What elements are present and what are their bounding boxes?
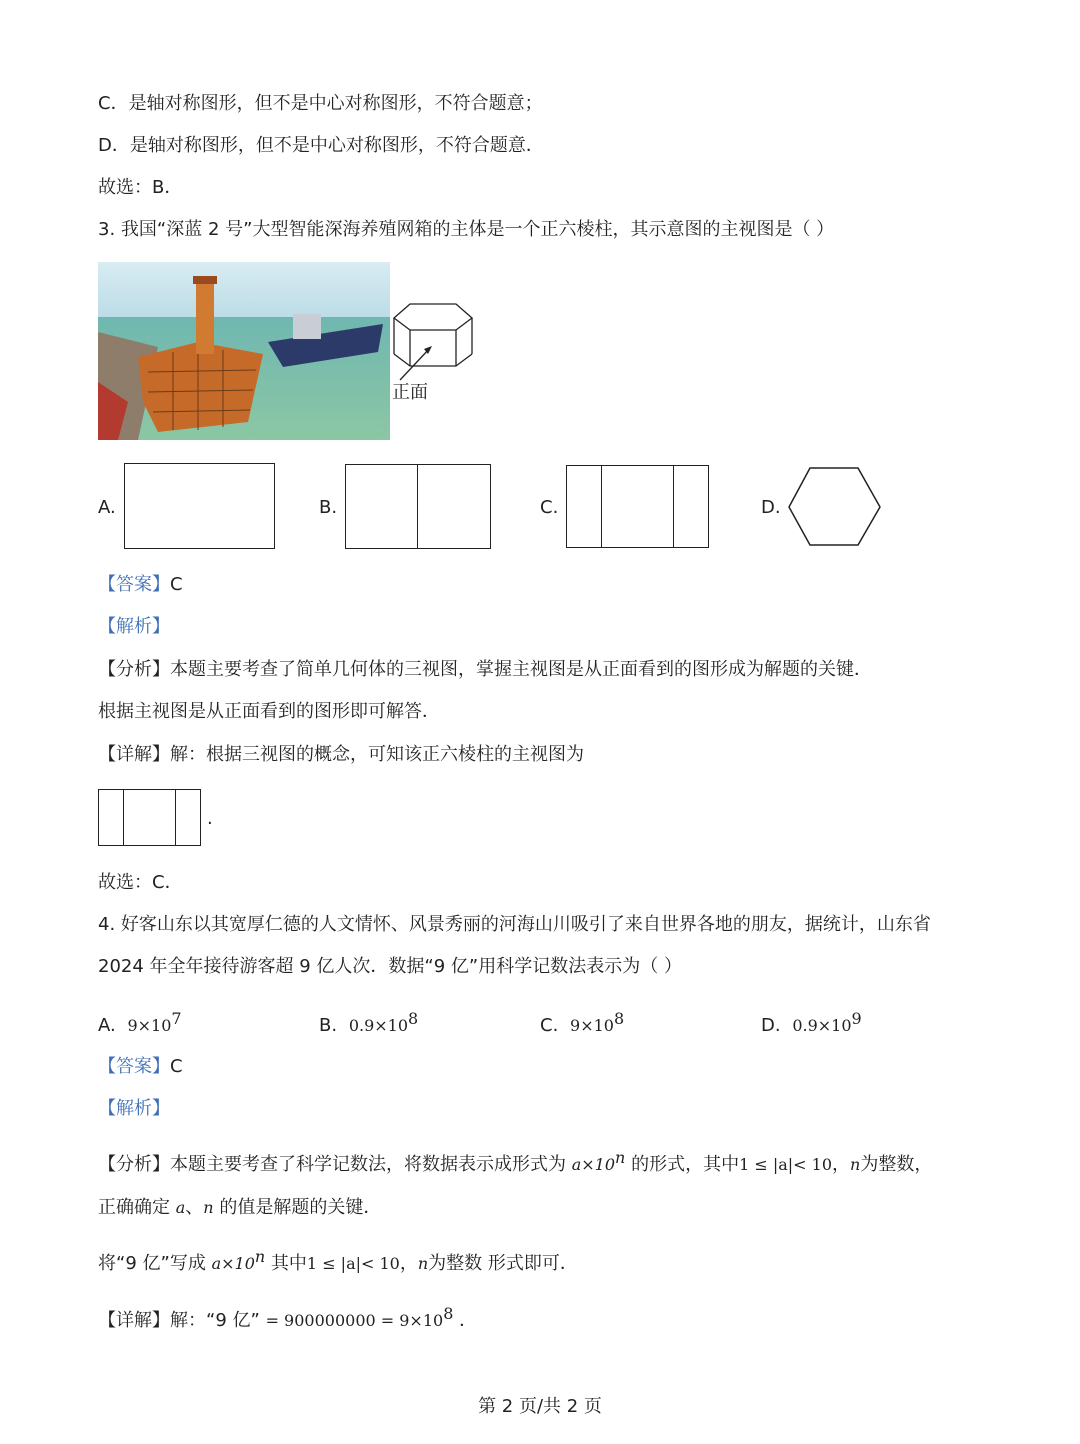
q4-fx2-math-n: n: [203, 1198, 214, 1217]
q3-option-c-figure: [566, 465, 709, 548]
q4-answer: C: [170, 1056, 183, 1077]
cage-photo: [98, 262, 390, 440]
q4-option-d-value: 0.9×10: [792, 1016, 852, 1035]
q4-write-math-exp: n: [254, 1247, 266, 1266]
page-footer: 第 2 页/共 2 页: [478, 1396, 602, 1417]
q3-answer-tag: 【答案】: [98, 574, 170, 595]
q4-write-text-b: 其中: [270, 1253, 307, 1274]
q4-detail-exp: 8: [443, 1304, 454, 1323]
q4-write-text-a: 将“9 亿”写成: [98, 1253, 206, 1274]
q4-fx-text-d: 为整数，: [860, 1154, 933, 1175]
q4-option-c-label: C.: [540, 1015, 559, 1036]
q4-detail-end: ．: [459, 1310, 478, 1331]
q4-option-c-exp: 8: [613, 1009, 625, 1028]
q4-fx2-text-c: 的值是解题的关键．: [219, 1197, 382, 1218]
q4-fx2-text-a: 正确确定: [98, 1197, 170, 1218]
q3-analysis: 【分析】本题主要考查了简单几何体的三视图，掌握主视图是从正面看到的图形成为解题的关键．: [98, 659, 872, 680]
q4-fx-math-range: 1 ≤ |a|< 10: [739, 1155, 833, 1174]
q3-answer: C: [170, 574, 183, 595]
q3-option-d-label: D.: [761, 497, 781, 518]
q4-option-c-value: 9×10: [570, 1016, 614, 1035]
q4-analysis-line-2: [98, 1196, 381, 1220]
q3-option-b-label: B.: [319, 497, 338, 518]
q4-option-a-label: A.: [98, 1015, 116, 1036]
q3-detail-period: .: [207, 808, 213, 829]
q4-fx-text-c: ，: [832, 1154, 851, 1175]
question-4-line-2: 2024 年全年接待游客超 9 亿人次．数据“9 亿”用科学记数法表示为（ ）: [98, 956, 682, 977]
q3-detail: 【详解】解：根据三视图的概念，可知该正六棱柱的主视图为: [98, 744, 584, 765]
q4-write-math-range: 1 ≤ |a|< 10: [306, 1254, 400, 1273]
q3-option-d-figure: [787, 466, 882, 548]
q4-fx-math-exp: n: [615, 1148, 626, 1167]
q4-option-b-value: 0.9×10: [348, 1016, 409, 1035]
q3-analysis-tag: 【解析】: [98, 616, 170, 637]
q4-option-c: [540, 1007, 624, 1038]
q4-option-a: [98, 1007, 182, 1038]
q4-analysis-line-1: [98, 1146, 932, 1177]
choose-b: 故选：B．: [98, 177, 183, 198]
q3-option-a-figure: [124, 463, 275, 549]
question-3: 3. 我国“深蓝 2 号”大型智能深海养殖网箱的主体是一个正六棱柱，其示意图的主视图是（ ）: [98, 219, 835, 240]
q4-fx-text-b: 的形式，其中: [631, 1154, 740, 1175]
q4-detail-line: [98, 1302, 477, 1333]
question-4-line-1: 4. 好客山东以其宽厚仁德的人文情怀、风景秀丽的河海山川吸引了来自世界各地的朋友，据统计，山东省: [98, 914, 931, 935]
option-d-analysis: D．是轴对称图形，但不是中心对称图形，不符合题意．: [98, 135, 544, 156]
q4-option-d-label: D.: [761, 1015, 781, 1036]
q4-fx-math-n: n: [850, 1155, 861, 1174]
q4-option-b: [319, 1007, 418, 1038]
q4-option-a-exp: 7: [171, 1009, 182, 1028]
q3-detail-figure: [98, 789, 201, 846]
q4-write-math-n: n: [417, 1254, 429, 1273]
q4-write-line: [98, 1245, 578, 1276]
q4-detail-text: 【详解】解：“9 亿”: [98, 1310, 260, 1331]
q4-detail-equation: = 900000000 = 9×10: [265, 1311, 444, 1330]
q3-option-c-label: C.: [540, 497, 559, 518]
q4-option-d: [761, 1007, 862, 1038]
q3-choose: 故选：C．: [98, 872, 183, 893]
q4-fx2-math-a: a: [175, 1198, 186, 1217]
front-label: 正面: [392, 382, 428, 403]
option-c-analysis: C．是轴对称图形，但不是中心对称图形，不符合题意；: [98, 93, 543, 114]
q4-option-d-exp: 9: [851, 1009, 862, 1028]
q4-write-math-form: a×10: [211, 1254, 255, 1273]
q4-option-b-label: B.: [319, 1015, 338, 1036]
q4-answer-tag: 【答案】: [98, 1056, 170, 1077]
q4-option-a-value: 9×10: [127, 1016, 172, 1035]
q3-option-b-figure: [345, 464, 491, 549]
q4-fx-text-a: 【分析】本题主要考查了科学记数法，将数据表示成形式为: [98, 1154, 566, 1175]
q4-write-text-d: 为整数 形式即可．: [428, 1253, 578, 1274]
q3-option-a-label: A.: [98, 497, 116, 518]
q4-write-text-c: ，: [399, 1253, 418, 1274]
q4-option-b-exp: 8: [408, 1009, 419, 1028]
q4-fx-math-form: a×10: [571, 1155, 616, 1174]
q3-analysis-2: 根据主视图是从正面看到的图形即可解答．: [98, 701, 440, 722]
q4-fx2-text-b: 、: [185, 1197, 204, 1218]
q4-analysis-tag: 【解析】: [98, 1098, 170, 1119]
